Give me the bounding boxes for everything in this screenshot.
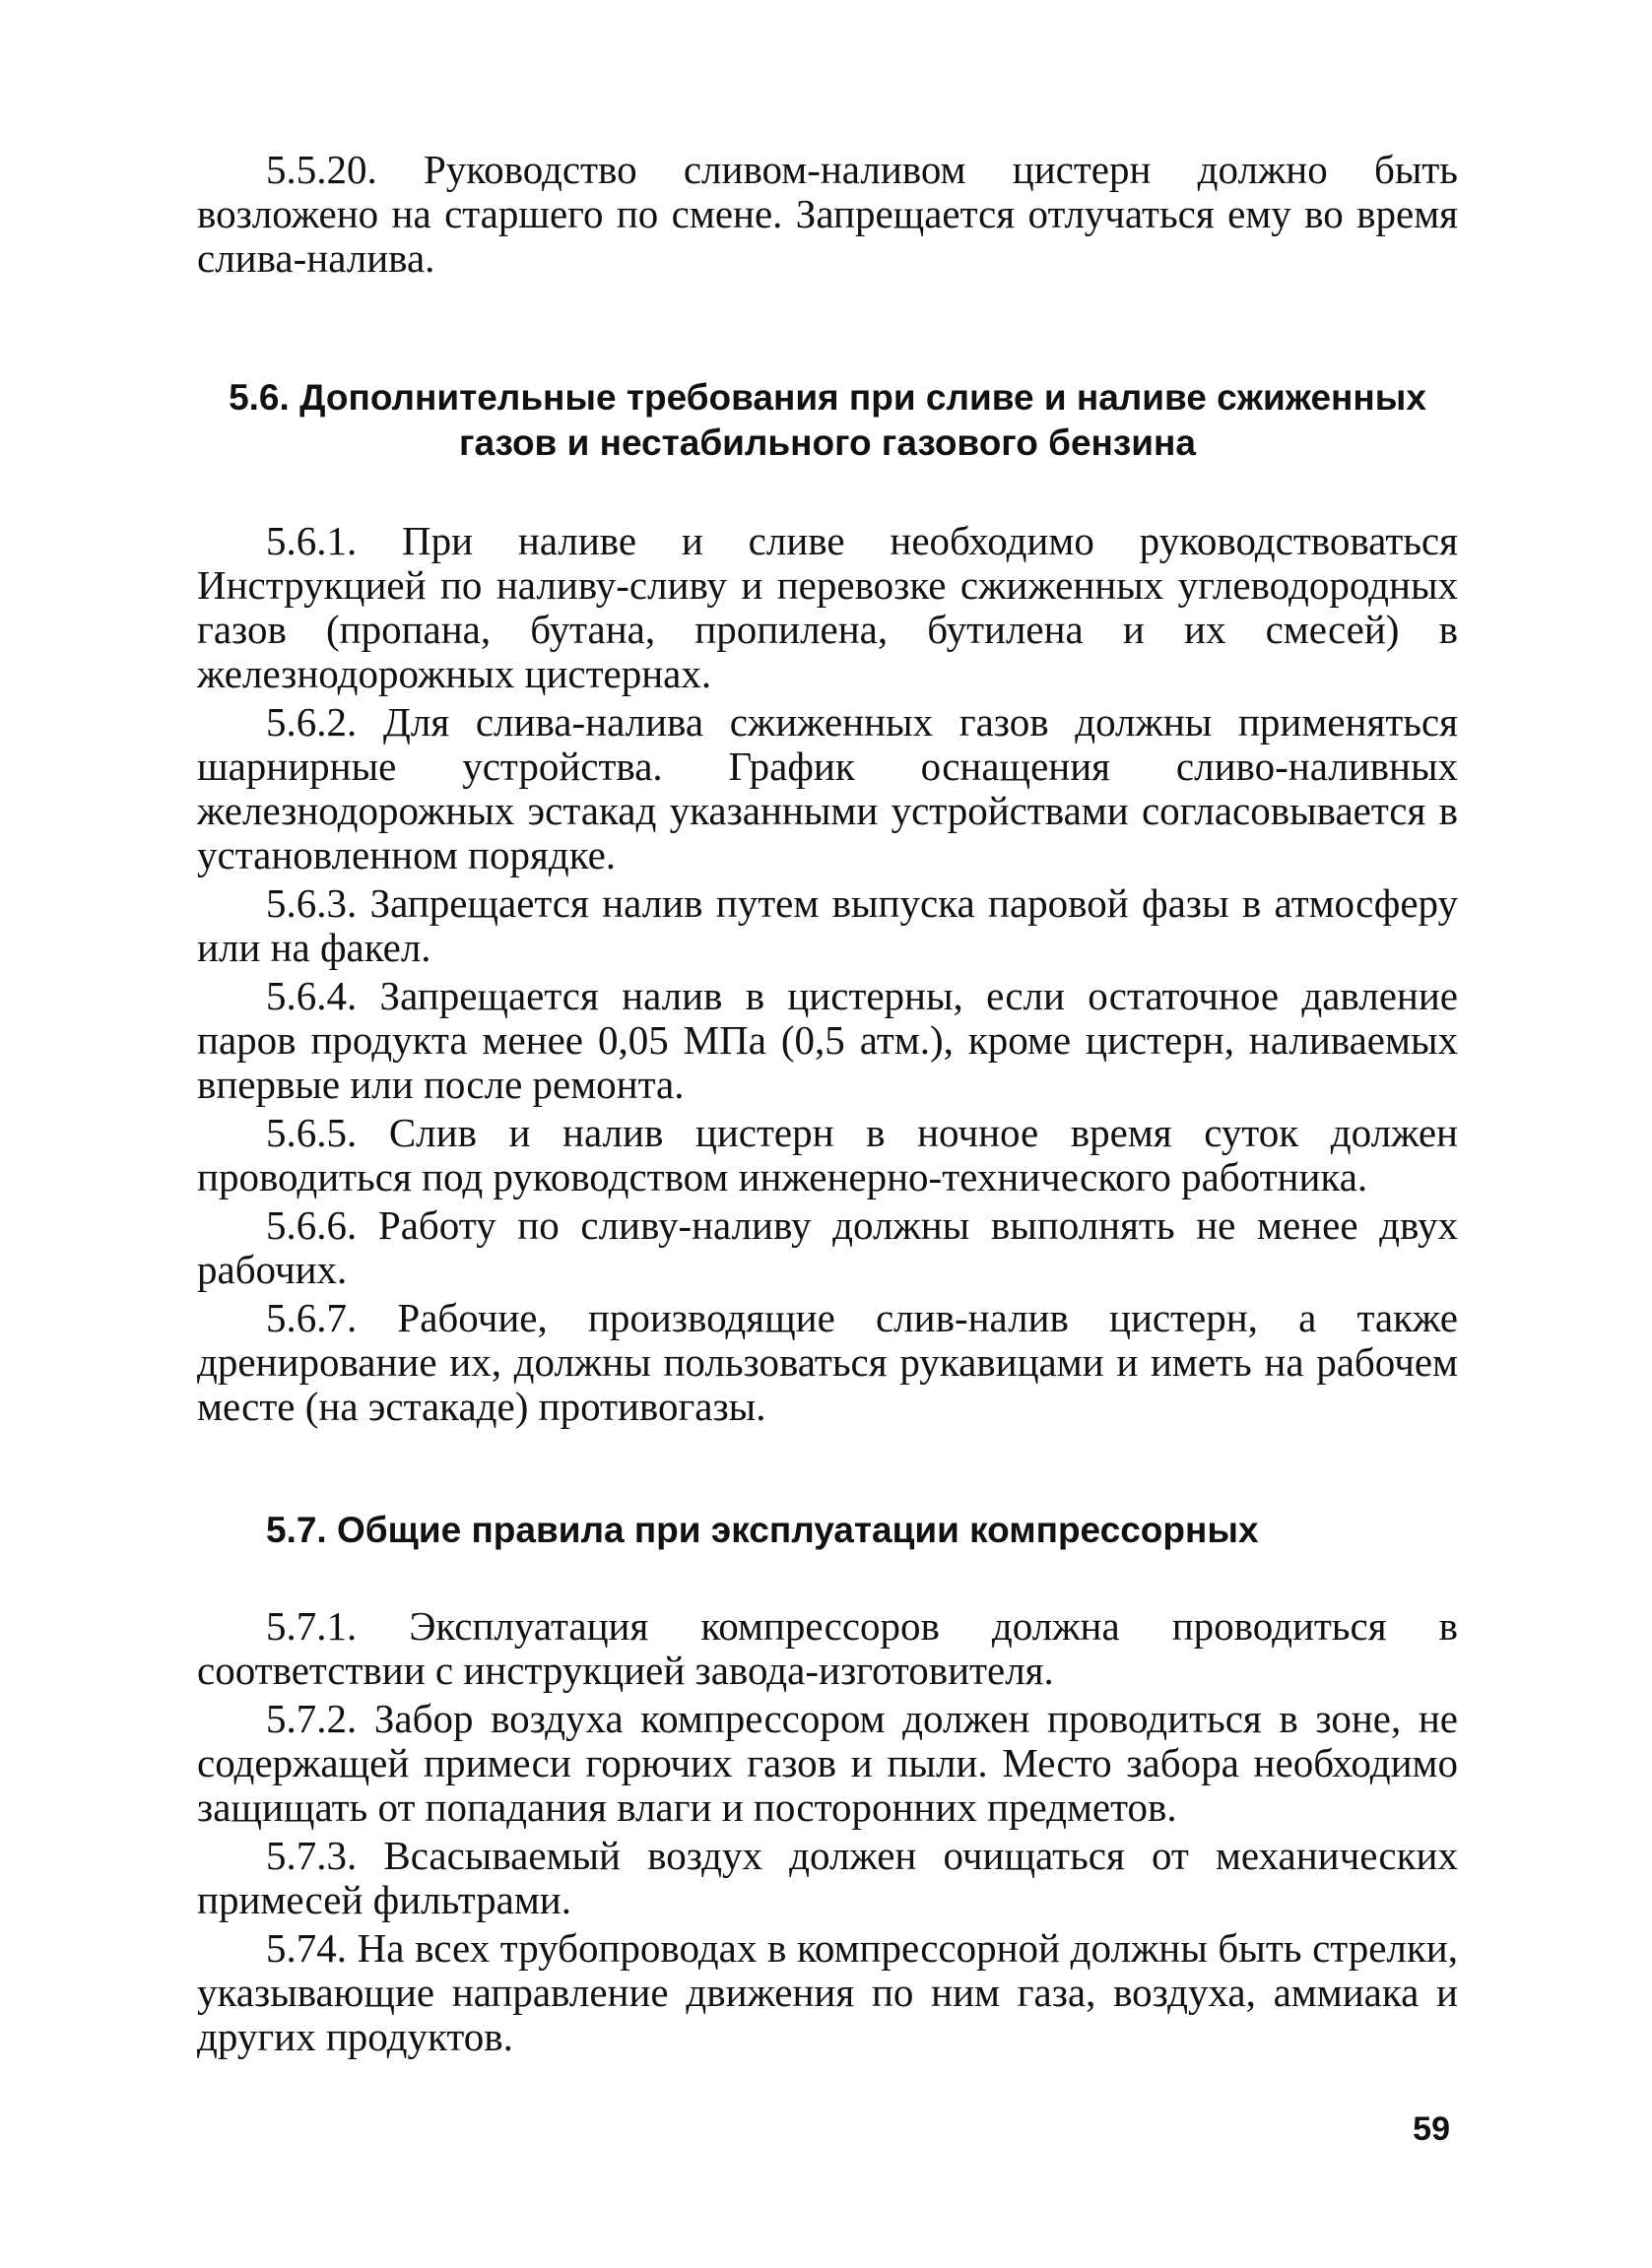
paragraph-5-5-20: 5.5.20. Руководство сливом-наливом цистерн должно быть возложено на старшего по смене. Запрещается отлучаться ему во время слива-налива. — [197, 147, 1458, 281]
paragraph-5-7-3: 5.7.3. Всасываемый воздух должен очищаться от механических примесей фильтрами. — [197, 1833, 1458, 1922]
paragraph-5-6-6: 5.6.6. Работу по сливу-наливу должны выполнять не менее двух рабочих. — [197, 1202, 1458, 1292]
paragraph-5-7-2: 5.7.2. Забор воздуха компрессором должен проводиться в зоне, не содержащей примеси горючих газов и пыли. Место забора необходимо защищать от попадания влаги и посторонних предметов. — [197, 1696, 1458, 1830]
paragraph-5-6-2: 5.6.2. Для слива-налива сжиженных газов должны применяться шарнирные устройства. График оснащения сливо-наливных железнодорожных эстакад указанными устройствами согласовывается в установленном порядке. — [197, 699, 1458, 877]
section-heading-5-6: 5.6. Дополнительные требования при сливе и наливе сжиженных газов и нестабильного газового бензина — [229, 377, 1426, 463]
paragraph-5-6-4: 5.6.4. Запрещается налив в цистерны, если остаточное давление паров продукта менее 0,05 МПа (0,5 атм.), кроме цистерн, наливаемых впервые или после ремонта. — [197, 973, 1458, 1107]
paragraph-5-6-1: 5.6.1. При наливе и сливе необходимо руководствоваться Инструкцией по наливу-сливу и перевозке сжиженных углеводородных газов (пропана, бутана, пропилена, бутилена и их смесей) в железнодорожных цистернах. — [197, 518, 1458, 696]
page-number: 59 — [1413, 2110, 1450, 2148]
paragraph-5-6-3: 5.6.3. Запрещается налив путем выпуска паровой фазы в атмосферу или на факел. — [197, 880, 1458, 970]
paragraph-5-6-7: 5.6.7. Рабочие, производящие слив-налив цистерн, а также дренирование их, должны пользоваться рукавицами и иметь на рабочем месте (на эстакаде) противогазы. — [197, 1295, 1458, 1429]
page-body — [197, 148, 1458, 2063]
section-heading-5-7: 5.7. Общие правила при эксплуатации компрессорных — [266, 1510, 1259, 1550]
paragraph-5-7-4: 5.74. На всех трубопроводах в компрессорной должны быть стрелки, указывающие направление движения по ним газа, воздуха, аммиака и других продуктов. — [197, 1925, 1458, 2059]
paragraph-5-6-5: 5.6.5. Слив и налив цистерн в ночное время суток должен проводиться под руководством инженерно-технического работника. — [197, 1110, 1458, 1199]
paragraph-5-7-1: 5.7.1. Эксплуатация компрессоров должна проводиться в соответствии с инструкцией завода-изготовителя. — [197, 1603, 1458, 1693]
